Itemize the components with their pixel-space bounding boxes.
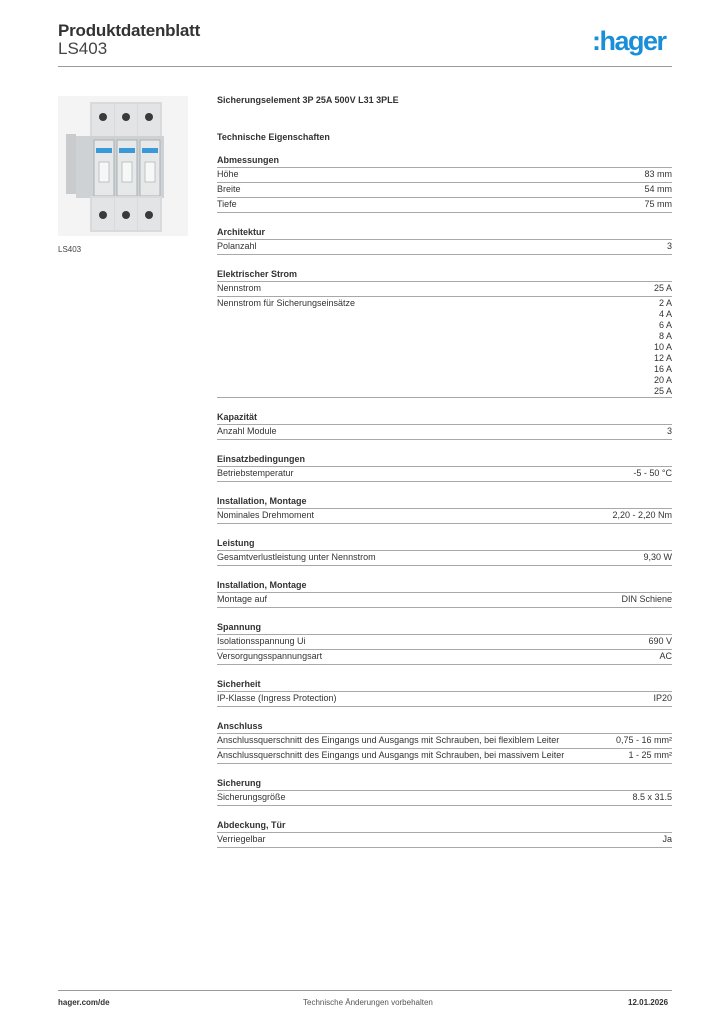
spec-section — [217, 777, 672, 806]
spec-label: Tiefe — [217, 199, 237, 209]
spec-value-item: 4 A — [658, 309, 672, 319]
spec-value-item: 20 A — [653, 375, 672, 385]
tech-heading: Technische Eigenschaften — [217, 132, 330, 142]
spec-row — [217, 692, 672, 707]
spec-section — [217, 537, 672, 566]
product-code: LS403 — [58, 39, 108, 58]
spec-value-item: 10 A — [653, 342, 672, 352]
spec-label: Montage auf — [217, 594, 268, 604]
spec-value: 8.5 x 31.5 — [632, 792, 672, 802]
spec-label: IP-Klasse (Ingress Protection) — [217, 693, 337, 703]
section-title: Architektur — [217, 226, 672, 240]
spec-label: Isolationsspannung Ui — [217, 636, 306, 646]
spec-value-item: 16 A — [653, 364, 672, 374]
product-image — [58, 96, 188, 236]
section-title: Elektrischer Strom — [217, 268, 672, 282]
section-title: Anschluss — [217, 720, 672, 734]
section-title: Installation, Montage — [217, 579, 672, 593]
spec-value: 75 mm — [644, 199, 672, 209]
spec-section — [217, 453, 672, 482]
spec-value: 54 mm — [644, 184, 672, 194]
spec-row — [217, 749, 672, 764]
section-title: Abmessungen — [217, 154, 672, 168]
spec-value: 3 — [666, 426, 672, 436]
spec-label: Nennstrom für Sicherungseinsätze — [217, 298, 356, 308]
spec-value: 83 mm — [644, 169, 672, 179]
spec-row — [217, 551, 672, 566]
spec-section — [217, 154, 672, 213]
spec-value-item: 6 A — [658, 320, 672, 330]
spec-row — [217, 734, 672, 749]
section-title: Sicherheit — [217, 678, 672, 692]
spec-value: 9,30 W — [643, 552, 672, 562]
spec-value: -5 - 50 °C — [633, 468, 672, 478]
spec-row — [217, 198, 672, 213]
spec-value-item: 25 A — [653, 386, 672, 396]
section-title: Abdeckung, Tür — [217, 819, 672, 833]
spec-label: Betriebstemperatur — [217, 468, 294, 478]
spec-label: Anzahl Module — [217, 426, 277, 436]
spec-row — [217, 635, 672, 650]
section-title: Einsatzbedingungen — [217, 453, 672, 467]
spec-label: Anschlussquerschnitt des Eingangs und Ausgangs mit Schrauben, bei flexiblem Leiter — [217, 735, 560, 745]
product-title: Sicherungselement 3P 25A 500V L31 3PLE — [217, 95, 399, 105]
spec-row — [217, 467, 672, 482]
hager-logo: :hager — [592, 26, 666, 56]
spec-row — [217, 509, 672, 524]
spec-section — [217, 621, 672, 665]
section-title: Sicherung — [217, 777, 672, 791]
spec-value-item: 12 A — [653, 353, 672, 363]
spec-label: Versorgungsspannungsart — [217, 651, 323, 661]
spec-row — [217, 183, 672, 198]
spec-label: Polanzahl — [217, 241, 257, 251]
spec-value: Ja — [662, 834, 672, 844]
spec-section — [217, 495, 672, 524]
spec-content — [217, 93, 672, 861]
footer-date: 12.01.2026 — [628, 998, 669, 1007]
spec-section — [217, 720, 672, 764]
footer-website[interactable]: hager.com/de — [58, 998, 110, 1007]
image-caption: LS403 — [58, 245, 82, 254]
section-title: Spannung — [217, 621, 672, 635]
spec-value — [654, 298, 672, 397]
spec-value: 690 V — [648, 636, 672, 646]
spec-section — [217, 226, 672, 255]
spec-section — [217, 579, 672, 608]
spec-row — [217, 240, 672, 255]
spec-sections — [217, 154, 672, 848]
section-title: Leistung — [217, 537, 672, 551]
footer-disclaimer: Technische Änderungen vorbehalten — [303, 998, 433, 1007]
spec-row — [217, 282, 672, 297]
spec-section — [217, 268, 672, 398]
spec-value: 0,75 - 16 mm² — [615, 735, 672, 745]
spec-value-item: 8 A — [658, 331, 672, 341]
spec-value: 1 - 25 mm² — [628, 750, 672, 760]
spec-label: Nennstrom — [217, 283, 262, 293]
header-divider — [58, 66, 672, 67]
spec-row — [217, 791, 672, 806]
section-title: Installation, Montage — [217, 495, 672, 509]
spec-label: Anschlussquerschnitt des Eingangs und Ausgangs mit Schrauben, bei massivem Leiter — [217, 750, 565, 760]
footer-divider — [58, 990, 672, 991]
spec-row — [217, 833, 672, 848]
spec-value: 25 A — [653, 283, 672, 293]
spec-value: IP20 — [653, 693, 672, 703]
page-title: Produktdatenblatt — [58, 21, 201, 40]
spec-value: 3 — [666, 241, 672, 251]
spec-row — [217, 297, 672, 398]
section-title: Kapazität — [217, 411, 672, 425]
spec-value: 2,20 - 2,20 Nm — [612, 510, 672, 520]
spec-value: AC — [659, 651, 672, 661]
spec-label: Höhe — [217, 169, 239, 179]
spec-row — [217, 650, 672, 665]
spec-label: Verriegelbar — [217, 834, 266, 844]
spec-label: Breite — [217, 184, 241, 194]
spec-section — [217, 678, 672, 707]
spec-row — [217, 168, 672, 183]
spec-section — [217, 411, 672, 440]
spec-label: Sicherungsgröße — [217, 792, 286, 802]
spec-row — [217, 425, 672, 440]
spec-section — [217, 819, 672, 848]
spec-label: Nominales Drehmoment — [217, 510, 315, 520]
spec-value-item: 2 A — [658, 298, 672, 308]
spec-row — [217, 593, 672, 608]
spec-label: Gesamtverlustleistung unter Nennstrom — [217, 552, 376, 562]
spec-value: DIN Schiene — [621, 594, 672, 604]
